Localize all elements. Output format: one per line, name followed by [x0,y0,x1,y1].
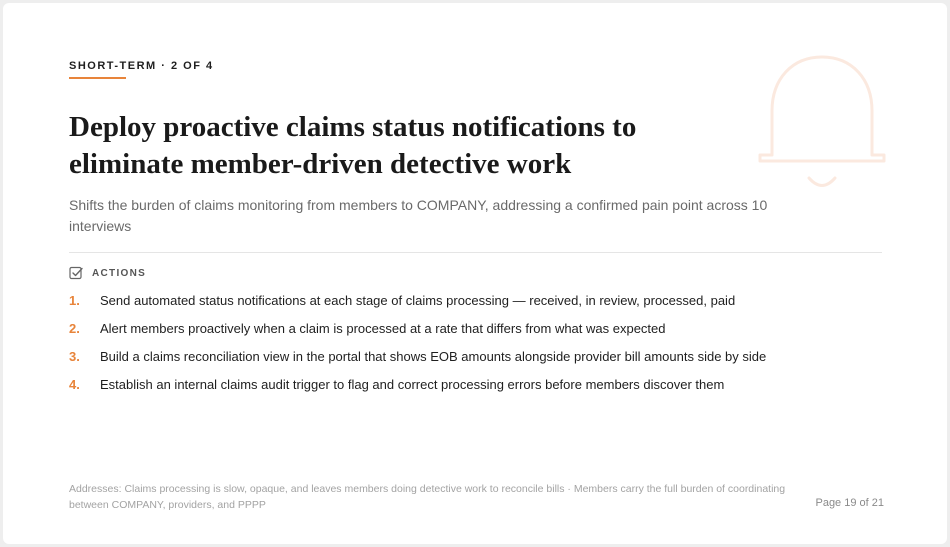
action-item [69,320,889,348]
action-number: 3. [69,349,80,364]
action-number: 4. [69,377,80,392]
page-number: Page 19 of 21 [815,497,884,509]
section-eyebrow: SHORT-TERM · 2 OF 4 [69,60,214,72]
slide-page [3,3,947,544]
action-item [69,348,889,376]
actions-list [69,292,889,404]
eyebrow-underline [69,77,126,79]
actions-label: ACTIONS [92,267,147,279]
page-title: Deploy proactive claims status notifications to eliminate member-driven detective work [69,111,637,180]
action-text: Establish an internal claims audit trigger to flag and correct processing errors before members discover them [100,377,725,392]
action-text: Alert members proactively when a claim is processed at a rate that differs from what was expected [100,321,666,336]
action-number: 2. [69,321,80,336]
actions-header [69,266,146,280]
page-subtitle: Shifts the burden of claims monitoring from members to COMPANY, addressing a confirmed pain point across 10 interviews [69,197,768,234]
action-text: Send automated status notifications at each stage of claims processing — received, in review, processed, paid [100,293,736,308]
addresses-note: Addresses: Claims processing is slow, opaque, and leaves members doing detective work to reconcile bills · Members carry the full burden of coordinating between COMPANY, providers, and PPPP [69,483,786,511]
action-text: Build a claims reconciliation view in the portal that shows EOB amounts alongside provider bill amounts side by side [100,349,767,364]
action-number: 1. [69,293,80,308]
bell-icon [755,53,889,195]
section-divider [69,252,882,253]
check-square-icon [69,266,83,280]
action-item [69,292,889,320]
action-item [69,376,889,404]
